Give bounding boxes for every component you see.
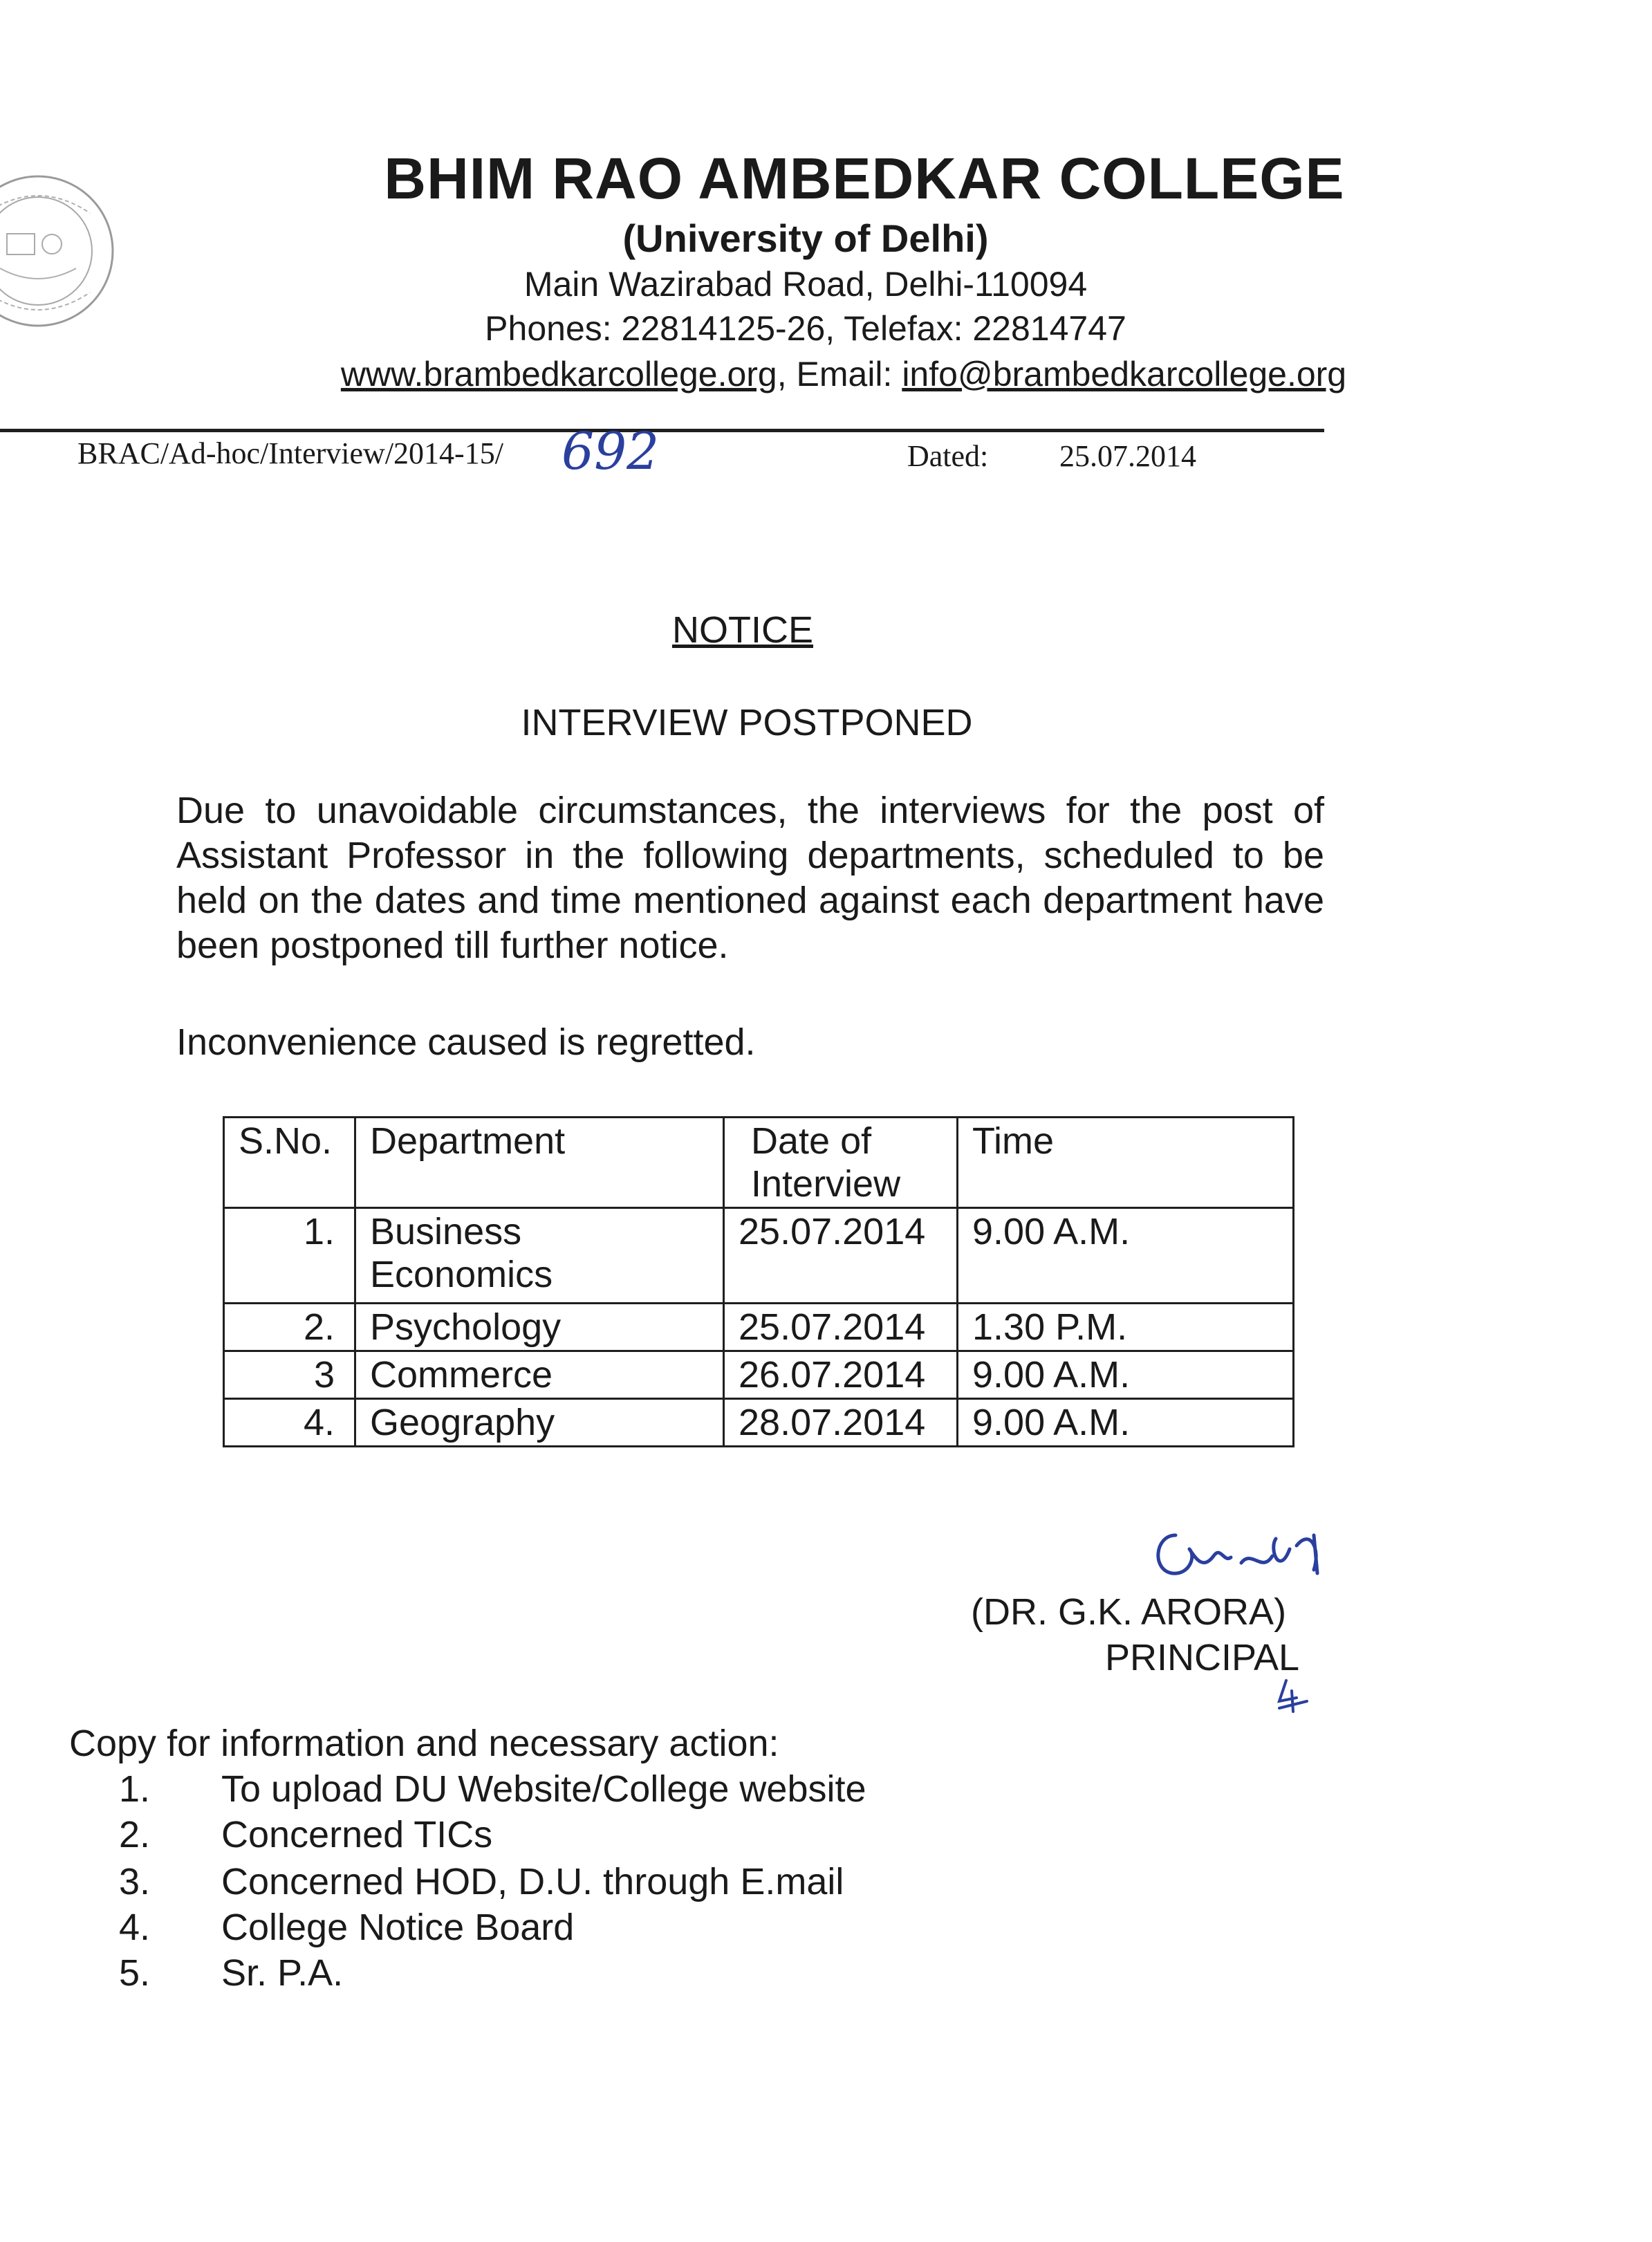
dated-label: Dated:	[907, 439, 989, 473]
reference-number: BRAC/Ad-hoc/Interview/2014-15/	[77, 436, 503, 470]
table-row	[224, 1304, 1294, 1351]
row-department: Psychology	[355, 1304, 724, 1351]
list-item-number: 3.	[119, 1861, 151, 1902]
list-item-text: Sr. P.A.	[221, 1952, 344, 1994]
row-sno: 2.	[224, 1304, 355, 1351]
row-time: 9.00 A.M.	[958, 1208, 1294, 1304]
list-item-number: 1.	[119, 1768, 151, 1810]
email-link[interactable]: info@brambedkarcollege.org	[902, 355, 1347, 393]
row-time: 9.00 A.M.	[958, 1399, 1294, 1447]
table-row	[224, 1399, 1294, 1447]
university-name: (University of Delhi)	[622, 216, 989, 260]
row-time: 1.30 P.M.	[958, 1304, 1294, 1351]
header-department: Department	[355, 1118, 724, 1208]
row-department: Geography	[355, 1399, 724, 1447]
row-date: 25.07.2014	[724, 1208, 958, 1304]
list-item-number: 2.	[119, 1814, 151, 1855]
list-item-text: Concerned TICs	[221, 1814, 493, 1855]
table-row	[224, 1208, 1294, 1304]
notice-title: NOTICE	[672, 609, 814, 651]
signatory-title: PRINCIPAL	[1105, 1637, 1300, 1678]
row-time: 9.00 A.M.	[958, 1351, 1294, 1399]
header-sno: S.No.	[224, 1118, 355, 1208]
row-sno: 3	[224, 1351, 355, 1399]
row-date: 25.07.2014	[724, 1304, 958, 1351]
interview-schedule-table	[223, 1116, 1294, 1447]
list-item-text: To upload DU Website/College website	[221, 1768, 866, 1810]
notice-body: Due to unavoidable circumstances, the interviews for the post of Assistant Professor in the following departments, scheduled to be held on the dates and time mentioned against each department have been postponed till further notice.	[176, 790, 1324, 966]
table-row	[224, 1351, 1294, 1399]
initial-mark-icon	[1272, 1674, 1314, 1715]
row-sno: 4.	[224, 1399, 355, 1447]
notice-subtitle: INTERVIEW POSTPONED	[521, 702, 973, 743]
row-date: 28.07.2014	[724, 1399, 958, 1447]
college-address: Main Wazirabad Road, Delhi-110094	[523, 265, 1088, 304]
contact-line	[0, 354, 1652, 394]
row-department: Business Economics	[355, 1208, 724, 1304]
row-sno: 1.	[224, 1208, 355, 1304]
header-divider	[0, 429, 1324, 432]
signature-icon	[1148, 1508, 1355, 1597]
handwritten-reference-number: 692	[562, 422, 660, 481]
row-department: Commerce	[355, 1351, 724, 1399]
college-phones: Phones: 22814125-26, Telefax: 22814747	[485, 309, 1126, 348]
list-item-text: Concerned HOD, D.U. through E.mail	[221, 1861, 844, 1902]
college-name: BHIM RAO AMBEDKAR COLLEGE	[384, 146, 1345, 211]
copy-heading: Copy for information and necessary action:	[69, 1723, 779, 1764]
row-date: 26.07.2014	[724, 1351, 958, 1399]
signatory-name: (DR. G.K. ARORA)	[971, 1591, 1287, 1633]
list-item-text: College Notice Board	[221, 1907, 575, 1948]
table-header-row	[224, 1118, 1294, 1208]
website-link[interactable]: www.brambedkarcollege.org	[340, 355, 777, 393]
list-item-number: 5.	[119, 1952, 151, 1994]
email-label: , Email:	[777, 355, 902, 393]
list-item-number: 4.	[119, 1907, 151, 1948]
header-time: Time	[958, 1118, 1294, 1208]
regret-line: Inconvenience caused is regretted.	[176, 1021, 756, 1063]
header-date: Date of Interview	[724, 1118, 958, 1208]
notice-date: 25.07.2014	[1059, 439, 1196, 473]
